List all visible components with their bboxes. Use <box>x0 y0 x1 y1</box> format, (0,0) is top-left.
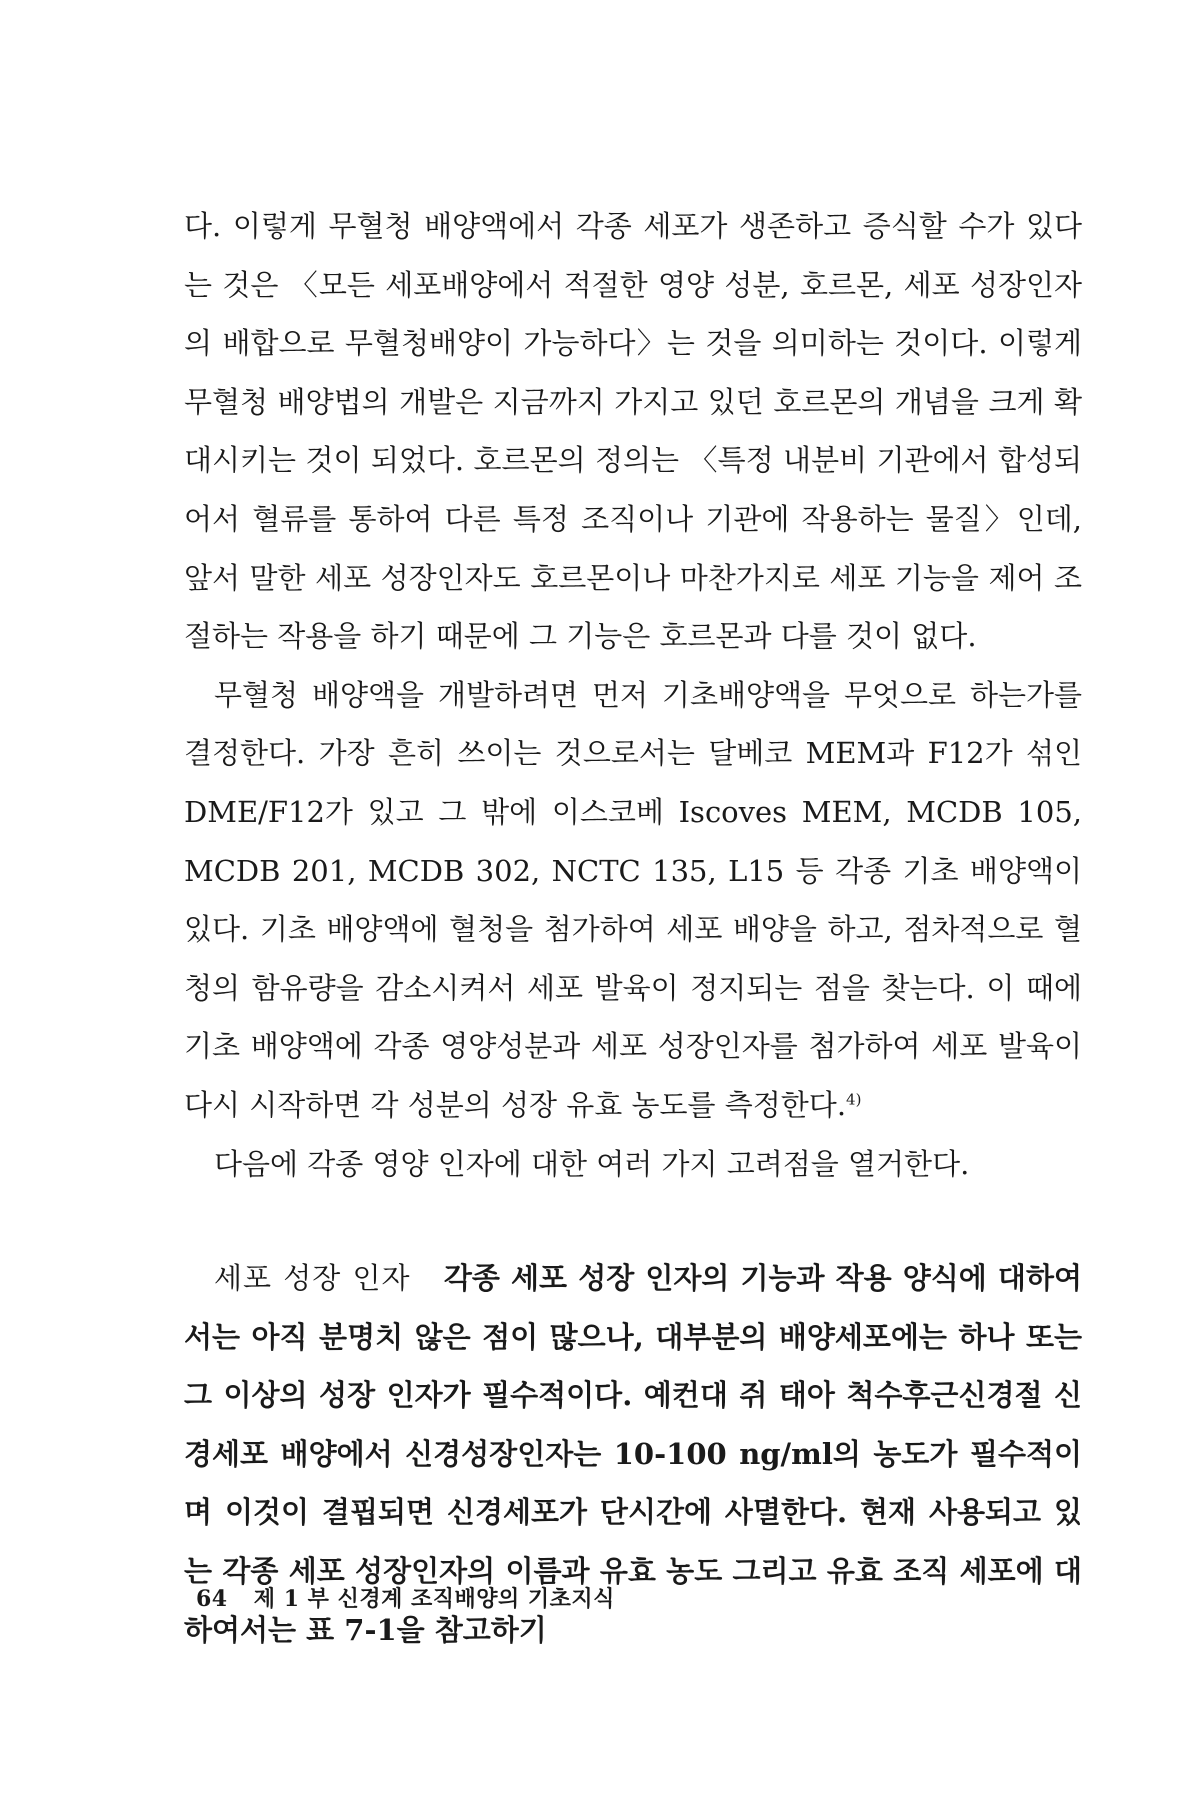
page-number: 64 <box>196 1586 228 1612</box>
section-term-growth-factor: 세포 성장 인자 <box>214 1261 411 1296</box>
paragraph-growth-factor-text: 각종 세포 성장 인자의 기능과 작용 양식에 대하여서는 아직 분명치 않은 점이 많으나, 대부분의 배양세포에는 하나 또는 그 이상의 성장 인자가 필수적이다. 예컨대 쥐 태아 척수후근신경절 신경세포 배양에서 신경성장인자는 10-100 ng/ml의 농도가 필수적이며 이것이 결핍되면 신경세포가 단시간에 사멸한다. 현재 사용되고 있는 각종 세포 성장인자의 이름과 유효 농도 그리고 유효 조직 세포에 대하여서는 표 7-1을 참고하기 <box>184 1261 1082 1647</box>
paragraph-continuation: 다. 이렇게 무혈청 배양액에서 각종 세포가 생존하고 증식할 수가 있다는 것은 〈모든 세포배양에서 적절한 영양 성분, 호르몬, 세포 성장인자의 배합으로 무혈청배양이 가능하다〉는 것을 의미하는 것이다. 이렇게 무혈청 배양법의 개발은 지금까지 가지고 있던 호르몬의 개념을 크게 확대시키는 것이 되었다. 호르몬의 정의는 〈특정 내분비 기관에서 합성되어서 혈류를 통하여 다른 특정 조직이나 기관에 작용하는 물질〉인데, 앞서 말한 세포 성장인자도 호르몬이나 마찬가지로 세포 기능을 제어 조절하는 작용을 하기 때문에 그 기능은 호르몬과 다를 것이 없다. <box>184 209 1082 654</box>
paragraph-serum-free-medium <box>184 666 1082 1135</box>
reference-superscript: 4) <box>846 1090 862 1109</box>
page-footer <box>196 1582 615 1613</box>
paragraph-serum-free-medium-text: 무혈청 배양액을 개발하려면 먼저 기초배양액을 무엇으로 하는가를 결정한다. 가장 흔히 쓰이는 것으로서는 달베코 MEM과 F12가 섞인 DME/F12가 있고 그 밖에 이스코베 Iscoves MEM, MCDB 105, MCDB 201, MCDB 302, NCTC 135, L15 등 각종 기초 배양액이 있다. 기초 배양액에 혈청을 첨가하여 세포 배양을 하고, 점차적으로 혈청의 함유량을 감소시켜서 세포 발육이 정지되는 점을 찾는다. 이 때에 기초 배양액에 각종 영양성분과 세포 성장인자를 첨가하여 세포 발육이 다시 시작하면 각 성분의 성장 유효 농도를 측정한다. <box>184 677 1082 1122</box>
body-text <box>184 197 1082 1659</box>
section-gap <box>184 1193 1082 1249</box>
paragraph-list-intro: 다음에 각종 영양 인자에 대한 여러 가지 고려점을 열거한다. <box>214 1146 970 1181</box>
part-title: 제 1 부 신경계 조직배양의 기초지식 <box>253 1586 615 1612</box>
